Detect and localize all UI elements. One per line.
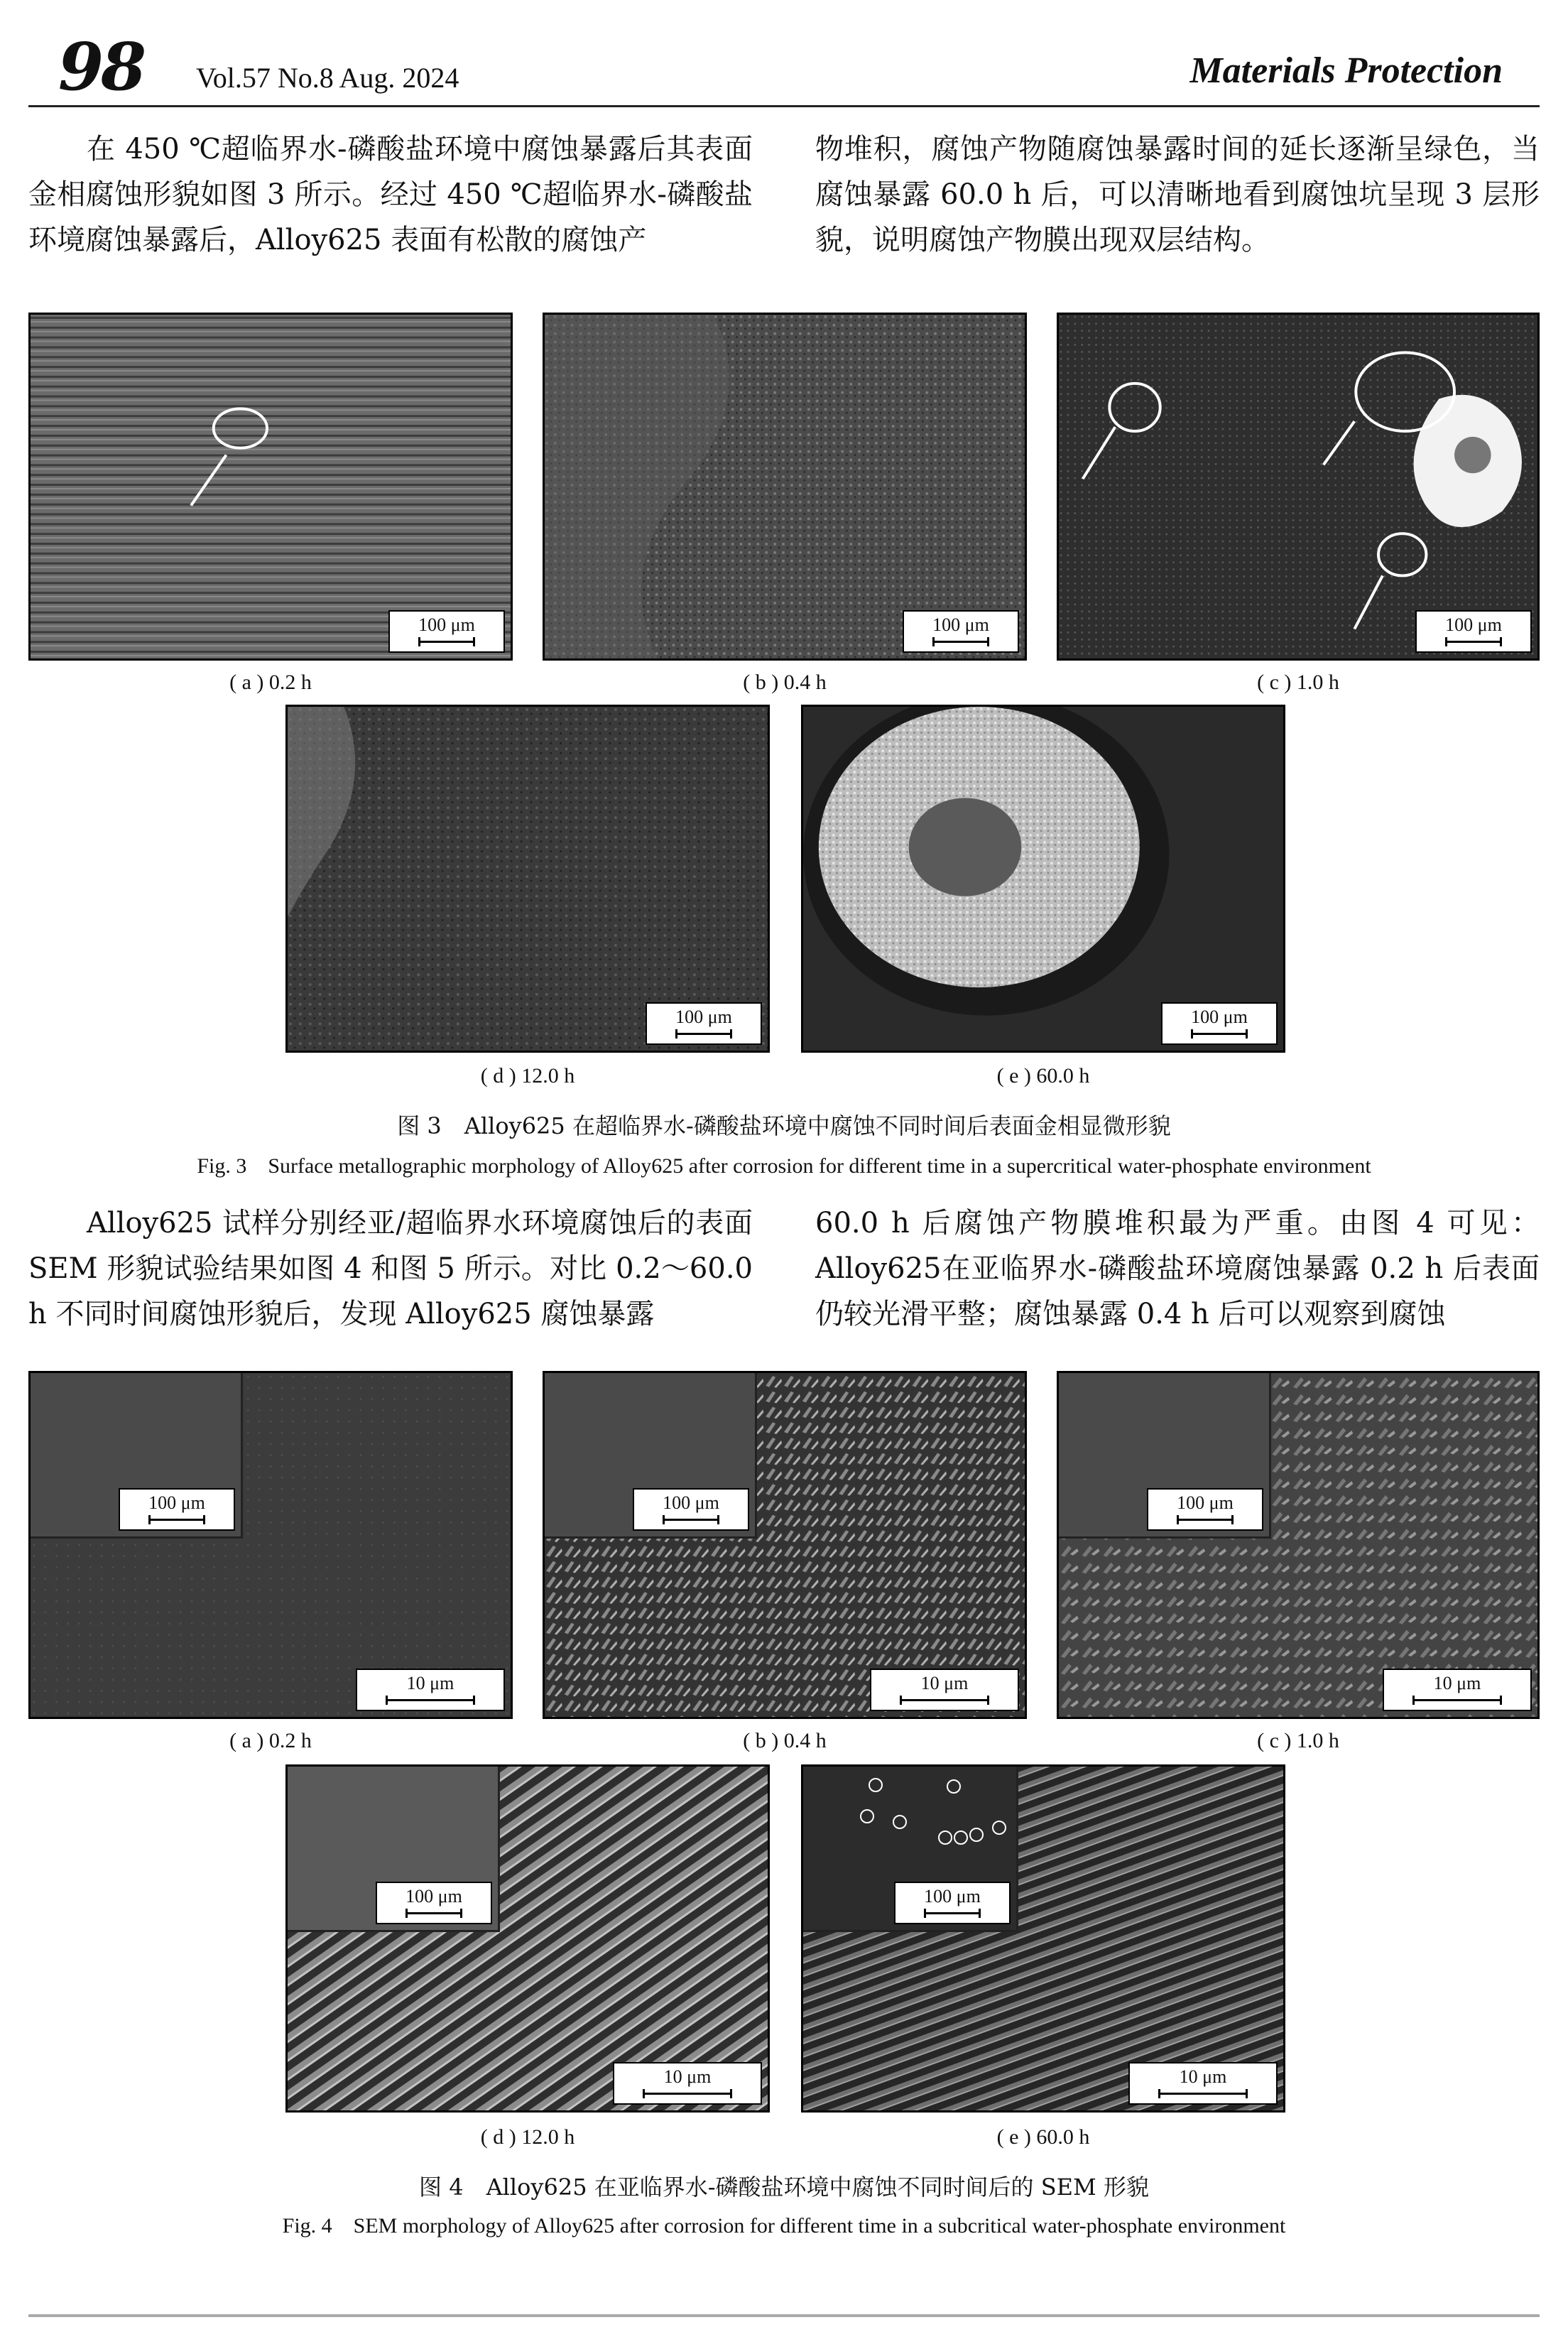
- fig4-e-inset: [803, 1767, 1018, 1932]
- fig4-b-scalebar: 10 μm: [870, 1669, 1019, 1711]
- fig4-d-label: ( d ) 12.0 h: [480, 2125, 575, 2149]
- fig3-panel-b: [543, 313, 1027, 661]
- fig3-panel-e: [801, 705, 1285, 1053]
- fig3-caption-en: Fig. 3 Surface metallographic morphology of Alloy625 after corrosion for different time in a supercritical water-phosphate environment: [197, 1154, 1371, 1178]
- fig4-c-scalebar: 10 μm: [1383, 1669, 1532, 1711]
- journal-name: Materials Protection: [1189, 50, 1503, 91]
- fig4-a-inset-scalebar: 100 μm: [119, 1488, 235, 1531]
- fig3-d-texture: [288, 707, 768, 1051]
- fig4-panel-c: [1057, 1371, 1540, 1719]
- fig4-c-label: ( c ) 1.0 h: [1257, 1729, 1339, 1752]
- fig4-c-inset: [1059, 1373, 1271, 1539]
- fig4-a-label: ( a ) 0.2 h: [229, 1729, 312, 1752]
- fig4-caption-en: Fig. 4 SEM morphology of Alloy625 after corrosion for different time in a subcritical water-phosphate environment: [282, 2214, 1286, 2238]
- fig3-b-scalebar: 100 μm: [903, 610, 1019, 653]
- volume-info: Vol.57 No.8 Aug. 2024: [196, 62, 459, 94]
- paragraph-1-right: 物堆积，腐蚀产物随腐蚀暴露时间的延长逐渐呈绿色，当腐蚀暴露 60.0 h 后，可以清晰地看到腐蚀坑呈现 3 层形貌，说明腐蚀产物膜出现双层结构。: [815, 133, 1540, 256]
- paragraph-1-left: 在 450 ℃超临界水-磷酸盐环境中腐蚀暴露后其表面金相腐蚀形貌如图 3 所示。经过 450 ℃超临界水-磷酸盐环境腐蚀暴露后，Alloy625 表面有松散的腐蚀产: [28, 133, 753, 256]
- fig3-c-label: ( c ) 1.0 h: [1257, 671, 1339, 694]
- fig3-panel-a: [28, 313, 513, 661]
- fig4-d-inset-scalebar: 100 μm: [376, 1882, 492, 1924]
- fig4-panel-a: [28, 1371, 513, 1719]
- fig4-panel-d: [285, 1764, 770, 2113]
- fig3-c-scalebar: 100 μm: [1415, 610, 1532, 653]
- fig3-d-label: ( d ) 12.0 h: [480, 1064, 575, 1088]
- fig4-a-inset: [31, 1373, 243, 1539]
- fig4-e-scalebar: 10 μm: [1128, 2062, 1278, 2105]
- fig4-caption-cn: 图 4 Alloy625 在亚临界水-磷酸盐环境中腐蚀不同时间后的 SEM 形貌: [419, 2174, 1149, 2201]
- fig3-e-scalebar: 100 μm: [1161, 1002, 1278, 1045]
- fig4-a-scalebar: 10 μm: [356, 1669, 505, 1711]
- fig4-panel-e: [801, 1764, 1285, 2113]
- fig4-d-inset: [288, 1767, 500, 1932]
- paragraph-2-right: 60.0 h 后腐蚀产物膜堆积最为严重。由图 4 可见：Alloy625在亚临界水-磷酸盐环境腐蚀暴露 0.2 h 后表面仍较光滑平整；腐蚀暴露 0.4 h 后可以观察到腐蚀: [815, 1207, 1540, 1330]
- fig3-a-texture: [31, 315, 511, 658]
- fig4-c-inset-scalebar: 100 μm: [1147, 1488, 1263, 1531]
- fig3-b-label: ( b ) 0.4 h: [743, 671, 827, 694]
- fig3-e-texture: [803, 707, 1283, 1051]
- fig4-panel-b: [543, 1371, 1027, 1719]
- header-rule: [28, 105, 1540, 107]
- fig3-d-scalebar: 100 μm: [646, 1002, 762, 1045]
- fig3-e-label: ( e ) 60.0 h: [996, 1064, 1090, 1088]
- fig4-e-inset-scalebar: 100 μm: [894, 1882, 1011, 1924]
- fig3-panel-c: [1057, 313, 1540, 661]
- fig4-e-label: ( e ) 60.0 h: [996, 2125, 1090, 2149]
- fig3-caption-cn: 图 3 Alloy625 在超临界水-磷酸盐环境中腐蚀不同时间后表面金相显微形貌: [397, 1112, 1171, 1139]
- fig3-a-scalebar: 100 μm: [388, 610, 505, 653]
- page-number: 98: [58, 28, 144, 105]
- fig3-panel-d: [285, 705, 770, 1053]
- fig4-b-label: ( b ) 0.4 h: [743, 1729, 827, 1752]
- fig4-b-inset: [545, 1373, 757, 1539]
- footer-rule: [28, 2314, 1540, 2317]
- fig3-b-texture: [545, 315, 1025, 658]
- fig4-b-inset-scalebar: 100 μm: [633, 1488, 749, 1531]
- paragraph-2-left: Alloy625 试样分别经亚/超临界水环境腐蚀后的表面 SEM 形貌试验结果如图 4 和图 5 所示。对比 0.2～60.0 h 不同时间腐蚀形貌后，发现 Alloy625 腐蚀暴露: [28, 1207, 753, 1330]
- fig3-a-label: ( a ) 0.2 h: [229, 671, 312, 694]
- fig3-c-texture: [1059, 315, 1537, 658]
- fig4-d-scalebar: 10 μm: [613, 2062, 762, 2105]
